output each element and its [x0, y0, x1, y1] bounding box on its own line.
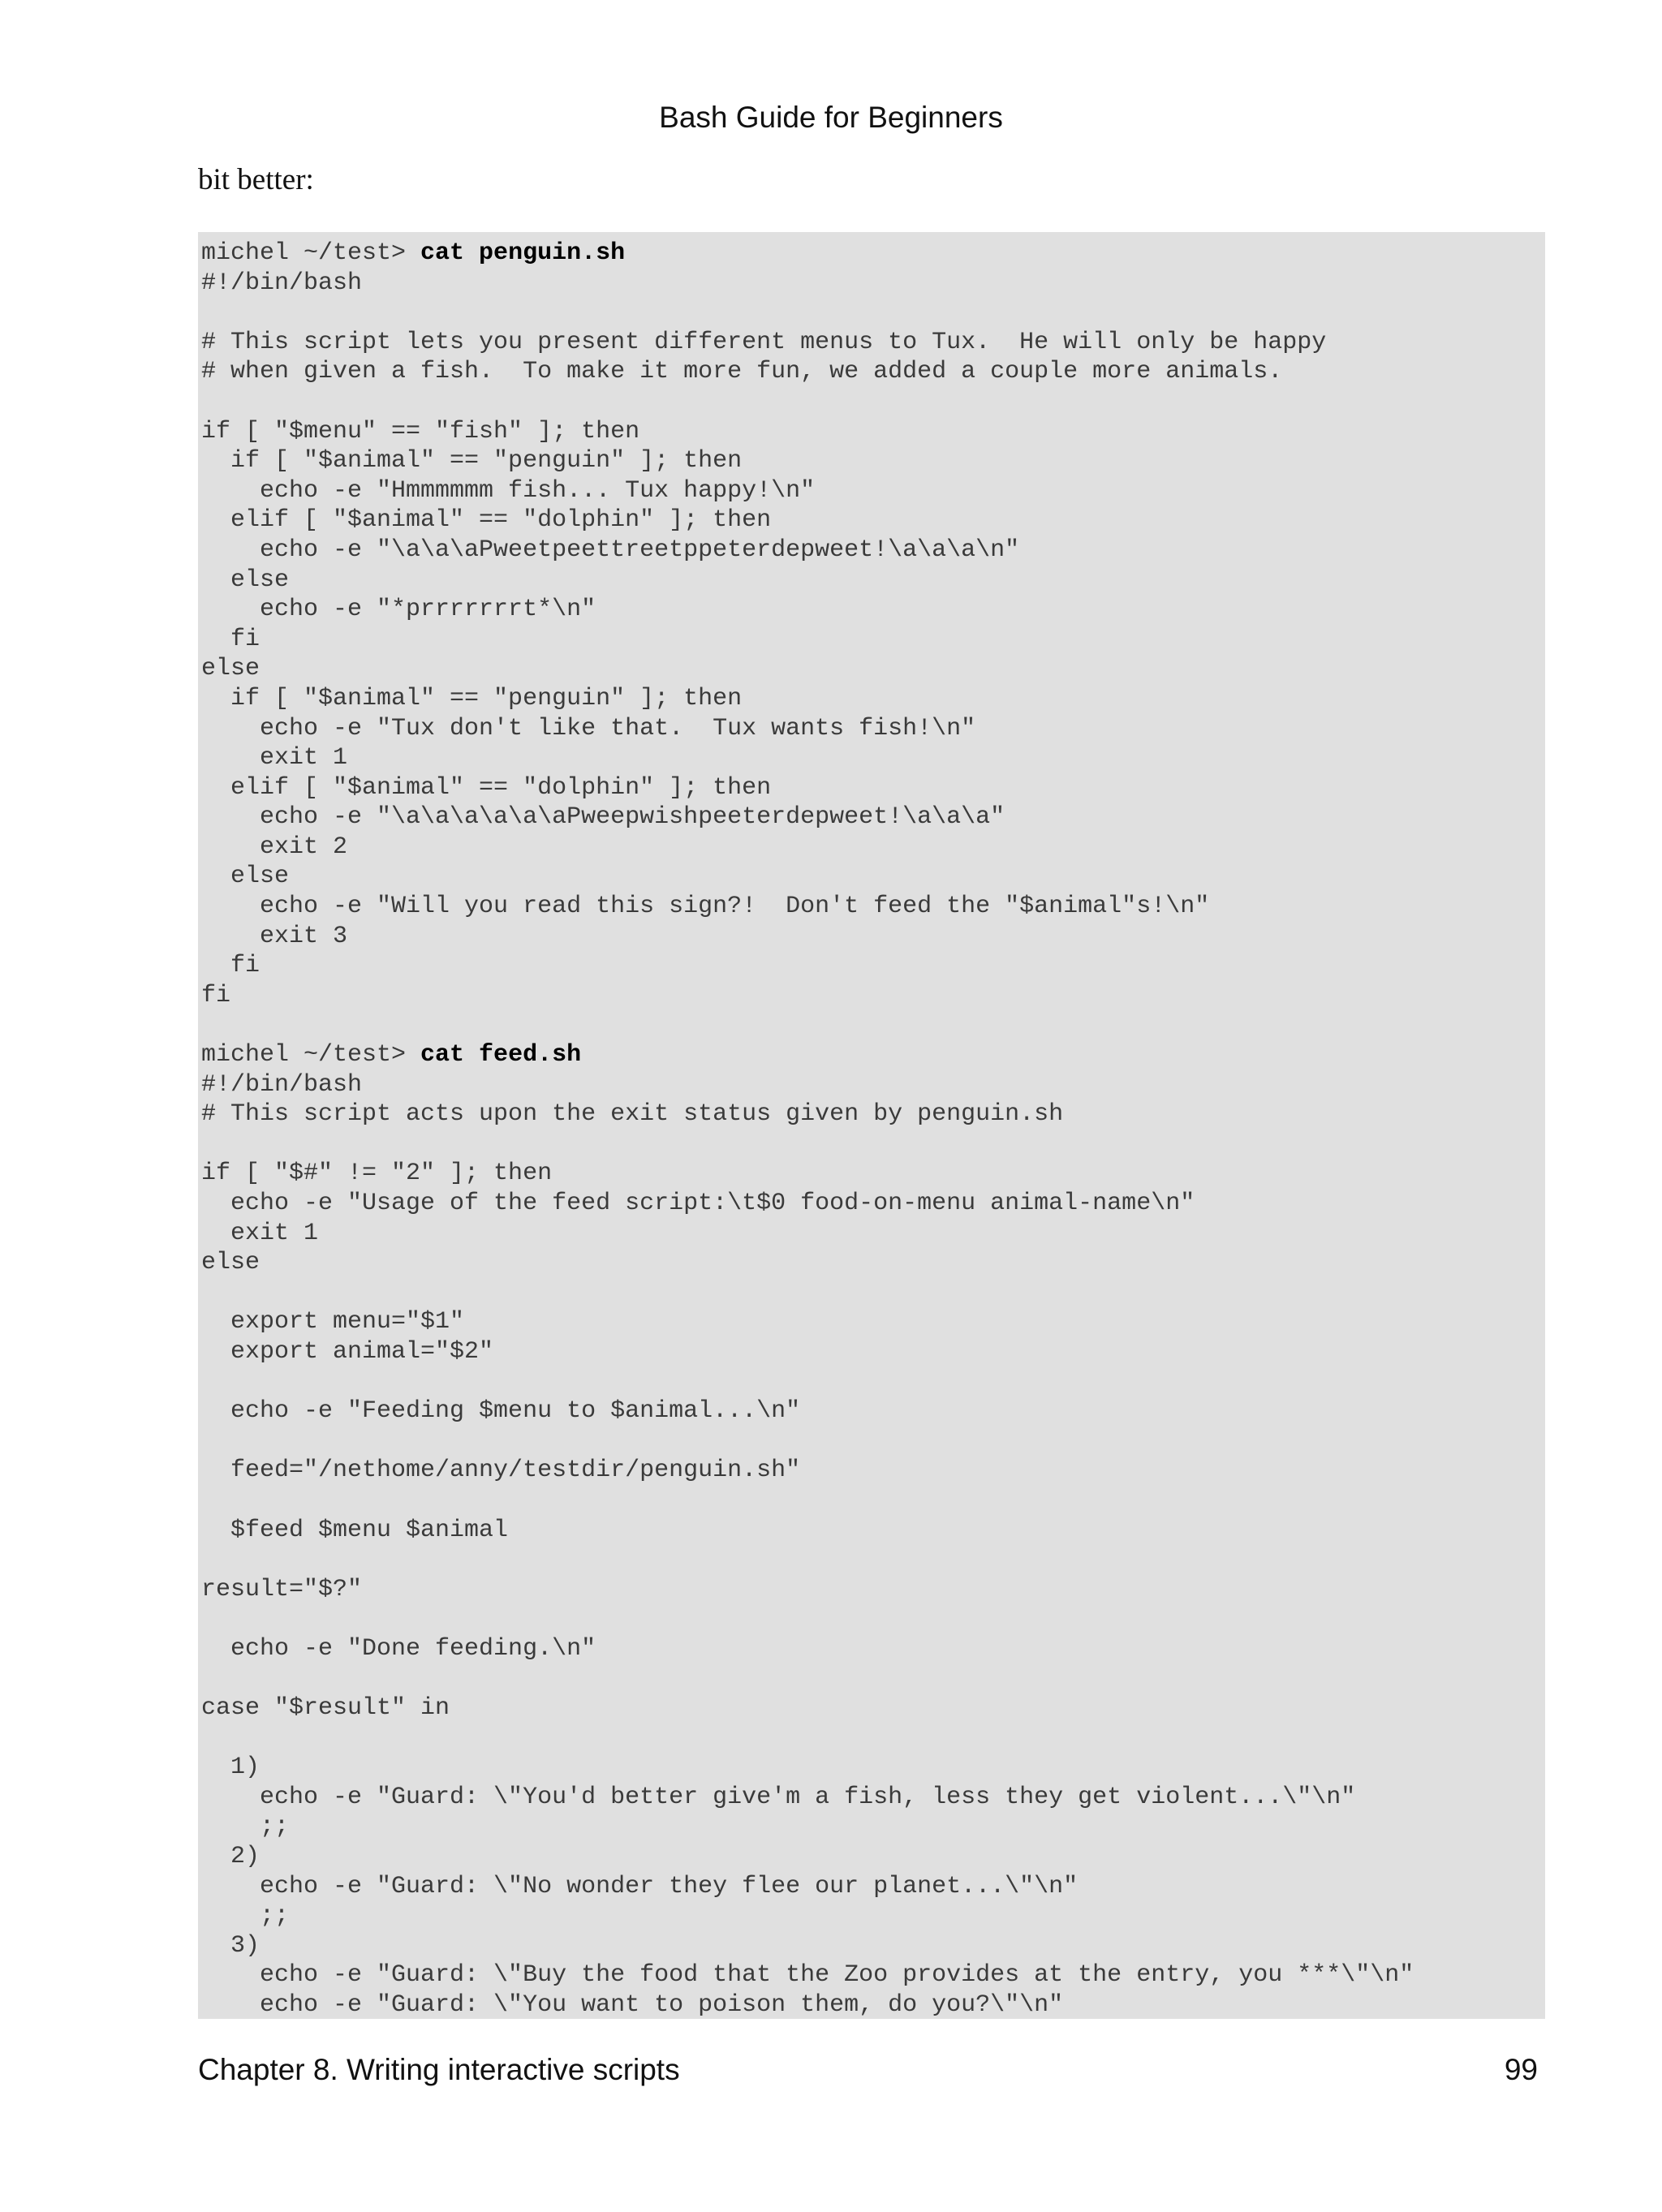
code-line: fi	[201, 952, 260, 980]
shell-prompt: michel ~/test>	[201, 239, 421, 267]
code-line: # This script lets you present different menus to Tux. He will only be happy	[201, 328, 1327, 356]
code-line: # when given a fish. To make it more fun, we added a couple more animals.	[201, 358, 1283, 386]
code-line: case "$result" in	[201, 1694, 450, 1723]
code-line: echo -e "\a\a\aPweetpeettreetppeterdepweet!\a\a\a\n"	[201, 536, 1020, 564]
code-line: echo -e "Feeding $menu to $animal...\n"	[201, 1397, 801, 1426]
shell-command: cat feed.sh	[420, 1041, 582, 1069]
code-line: 2)	[201, 1843, 260, 1871]
code-line: #!/bin/bash	[201, 269, 363, 297]
code-line	[198, 1486, 1545, 1516]
shell-command-line	[198, 239, 1545, 269]
code-line: 3)	[201, 1931, 260, 1960]
code-line: echo -e "Guard: \"You want to poison them, do you?\"\n"	[201, 1991, 1064, 2019]
code-line: exit 2	[201, 833, 348, 861]
code-line: else	[201, 863, 290, 891]
code-line: echo -e "Will you read this sign?! Don't feed the "$animal"s!\n"	[201, 893, 1210, 921]
code-line: echo -e "Tux don't like that. Tux wants fish!\n"	[201, 714, 976, 742]
code-line: echo -e "\a\a\a\a\a\aPweepwishpeeterdepweet!\a\a\a"	[201, 803, 1005, 832]
code-line: result="$?"	[201, 1575, 363, 1603]
footer-chapter-title: Chapter 8. Writing interactive scripts	[198, 2053, 680, 2086]
code-line: if [ "$animal" == "penguin" ]; then	[201, 447, 743, 476]
code-line: echo -e "Guard: \"No wonder they flee our planet...\"\n"	[201, 1872, 1079, 1900]
code-line	[198, 298, 1545, 328]
code-line: echo -e "Done feeding.\n"	[201, 1634, 596, 1663]
code-line: echo -e "Guard: \"Buy the food that the Zoo provides at the entry, you ***\"\n"	[201, 1961, 1414, 1990]
code-line: echo -e "Usage of the feed script:\t$0 food-on-menu animal-name\n"	[201, 1190, 1195, 1217]
code-line: feed="/nethome/anny/testdir/penguin.sh"	[201, 1457, 801, 1485]
intro-text: bit better:	[198, 163, 314, 196]
footer-page-number: 99	[1504, 2053, 1538, 2086]
code-line: $feed $menu $animal	[201, 1516, 509, 1544]
code-block	[198, 232, 1545, 2019]
code-line: echo -e "Guard: \"You'd better give'm a fish, less they get violent...\"\n"	[201, 1783, 1356, 1811]
code-line: export menu="$1"	[201, 1308, 465, 1336]
code-line	[198, 1278, 1545, 1308]
code-line: exit 1	[201, 744, 348, 772]
code-line: echo -e "*prrrrrrrt*\n"	[201, 596, 596, 624]
code-line: else	[201, 566, 290, 594]
code-line: 1)	[201, 1754, 260, 1782]
code-line	[198, 1604, 1545, 1634]
page-header-title: Bash Guide for Beginners	[659, 101, 1003, 134]
code-line: fi	[201, 625, 260, 653]
code-line	[198, 1664, 1545, 1694]
code-line	[198, 1130, 1545, 1160]
code-line: ;;	[201, 1902, 290, 1930]
code-line: #!/bin/bash	[201, 1070, 363, 1099]
code-line: if [ "$#" != "2" ]; then	[201, 1160, 553, 1188]
code-line: exit 3	[201, 922, 348, 950]
code-line	[198, 1010, 1545, 1040]
code-line	[198, 1367, 1545, 1397]
code-line: exit 1	[201, 1219, 319, 1247]
code-line: elif [ "$animal" == "dolphin" ]; then	[201, 773, 772, 802]
code-line: # This script acts upon the exit status given by penguin.sh	[201, 1100, 1064, 1129]
code-line	[198, 1724, 1545, 1754]
code-line: else	[201, 655, 260, 683]
shell-prompt: michel ~/test>	[201, 1041, 421, 1069]
code-line: elif [ "$animal" == "dolphin" ]; then	[201, 506, 772, 535]
code-line: fi	[201, 981, 231, 1009]
code-line	[198, 1427, 1545, 1457]
code-line	[198, 1545, 1545, 1575]
code-line: else	[201, 1249, 260, 1277]
shell-command: cat penguin.sh	[420, 239, 626, 267]
shell-command-line	[198, 1040, 1545, 1070]
code-line: echo -e "Hmmmmmm fish... Tux happy!\n"	[201, 476, 816, 505]
code-line: export animal="$2"	[201, 1337, 494, 1366]
code-line: if [ "$animal" == "penguin" ]; then	[201, 684, 743, 712]
code-line: if [ "$menu" == "fish" ]; then	[201, 417, 640, 445]
code-line: ;;	[201, 1813, 290, 1841]
code-line	[198, 387, 1545, 417]
